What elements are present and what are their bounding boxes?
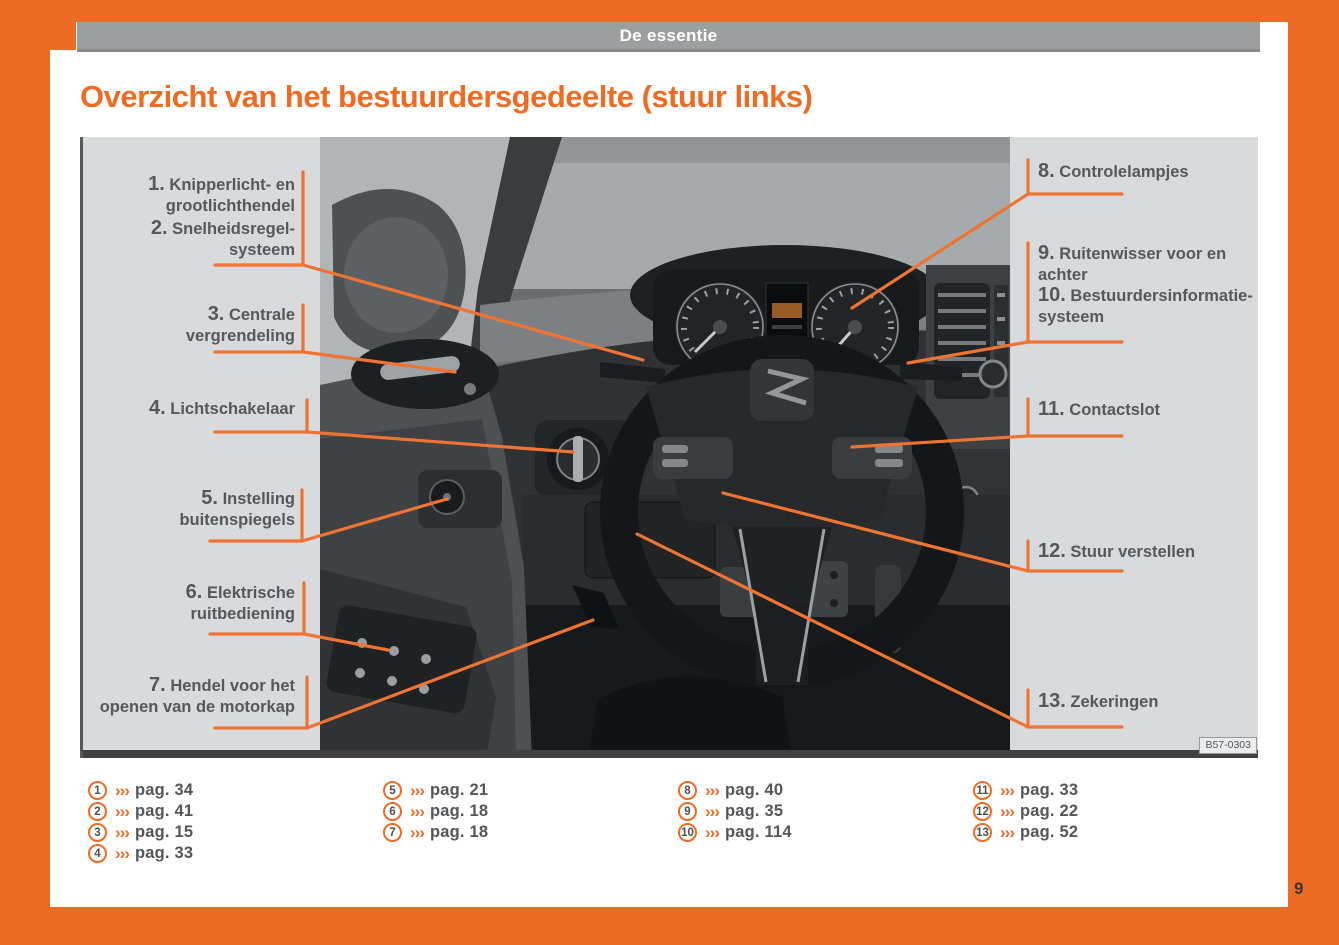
callout-6: 6. Elektrische ruitbediening [185,581,295,623]
ref-number-badge: 6 [383,802,402,821]
page-border-bottom [0,907,1339,945]
reference-column-2 [383,780,488,843]
ref-number-badge: 12 [973,802,992,821]
page-reference[interactable] [678,801,792,822]
chevrons-icon: ››› [1000,822,1014,842]
page-reference[interactable] [678,822,792,843]
page-reference[interactable] [88,780,193,801]
ref-page-label: pag. 33 [134,844,194,862]
page-reference[interactable] [973,822,1078,843]
callout-11: 11. Contactslot [1038,398,1161,420]
callout-4: 4. Lichtschakelaar [148,397,295,419]
ref-page-label: pag. 22 [1019,802,1079,820]
ref-number-badge: 10 [678,823,697,842]
callout-8: 8. Controlelampjes [1038,160,1189,182]
chevrons-icon: ››› [115,843,129,863]
page-border-corner [0,0,76,50]
callout-1: 1. Knipperlicht- en grootlichthendel [148,173,295,215]
interior-photo [320,137,1012,758]
ref-number-badge: 2 [88,802,107,821]
ref-number-badge: 9 [678,802,697,821]
console-knob [980,361,1006,387]
page-border-top [0,0,1339,22]
ref-page-label: pag. 35 [724,802,784,820]
chevrons-icon: ››› [410,801,424,821]
chevrons-icon: ››› [705,801,719,821]
page-reference[interactable] [383,780,488,801]
ref-number-badge: 5 [383,781,402,800]
chevrons-icon: ››› [705,822,719,842]
page-reference[interactable] [383,822,488,843]
ref-number-badge: 4 [88,844,107,863]
callout-10: 10. Bestuurdersinformatie- systeem [1038,284,1253,326]
page-number: 9 [1294,879,1304,898]
chevrons-icon: ››› [410,780,424,800]
reference-column-1 [88,780,193,864]
ref-page-label: pag. 15 [134,823,194,841]
chevrons-icon: ››› [115,801,129,821]
chevrons-icon: ››› [1000,801,1014,821]
ref-page-label: pag. 33 [1019,781,1079,799]
page-reference[interactable] [973,801,1078,822]
ref-number-badge: 8 [678,781,697,800]
chevrons-icon: ››› [115,780,129,800]
callout-12: 12. Stuur verstellen [1038,540,1196,562]
ref-page-label: pag. 114 [724,823,792,841]
ref-number-badge: 11 [973,781,992,800]
ref-number-badge: 13 [973,823,992,842]
ref-number-badge: 7 [383,823,402,842]
page-reference[interactable] [88,822,193,843]
page-reference[interactable] [88,801,193,822]
page-reference[interactable] [678,780,792,801]
section-title: Overzicht van het bestuurdersgedeelte (stuur links) [80,79,813,114]
chapter-title: De essentie [619,25,718,45]
ref-number-badge: 1 [88,781,107,800]
callout-3: 3. Centrale vergrendeling [185,303,295,345]
driver-area-figure [80,137,1258,758]
callout-13: 13. Zekeringen [1038,690,1159,712]
page-reference[interactable] [88,843,193,864]
ref-number-badge: 3 [88,823,107,842]
ref-page-label: pag. 40 [724,781,784,799]
reference-column-4 [973,780,1078,843]
callout-9: 9. Ruitenwisser voor en achter [1038,242,1227,284]
ref-page-label: pag. 21 [429,781,489,799]
callout-5: 5. Instelling buitenspiegels [179,487,295,529]
ref-page-label: pag. 18 [429,823,489,841]
callout-7: 7. Hendel voor het openen van de motorkap [99,674,295,716]
chevrons-icon: ››› [705,780,719,800]
figure-reference-tag: B57-0303 [1199,737,1257,754]
ref-page-label: pag. 41 [134,802,194,820]
ref-page-label: pag. 52 [1019,823,1079,841]
ref-page-label: pag. 18 [429,802,489,820]
chapter-header-bar [77,22,1260,52]
page-border-left [0,0,50,945]
page-reference[interactable] [383,801,488,822]
page-border-right [1288,0,1339,945]
chevrons-icon: ››› [410,822,424,842]
ref-page-label: pag. 34 [134,781,194,799]
page-reference[interactable] [973,780,1078,801]
chevrons-icon: ››› [1000,780,1014,800]
chevrons-icon: ››› [115,822,129,842]
callout-2: 2. Snelheidsregel- systeem [150,217,295,259]
reference-column-3 [678,780,792,843]
